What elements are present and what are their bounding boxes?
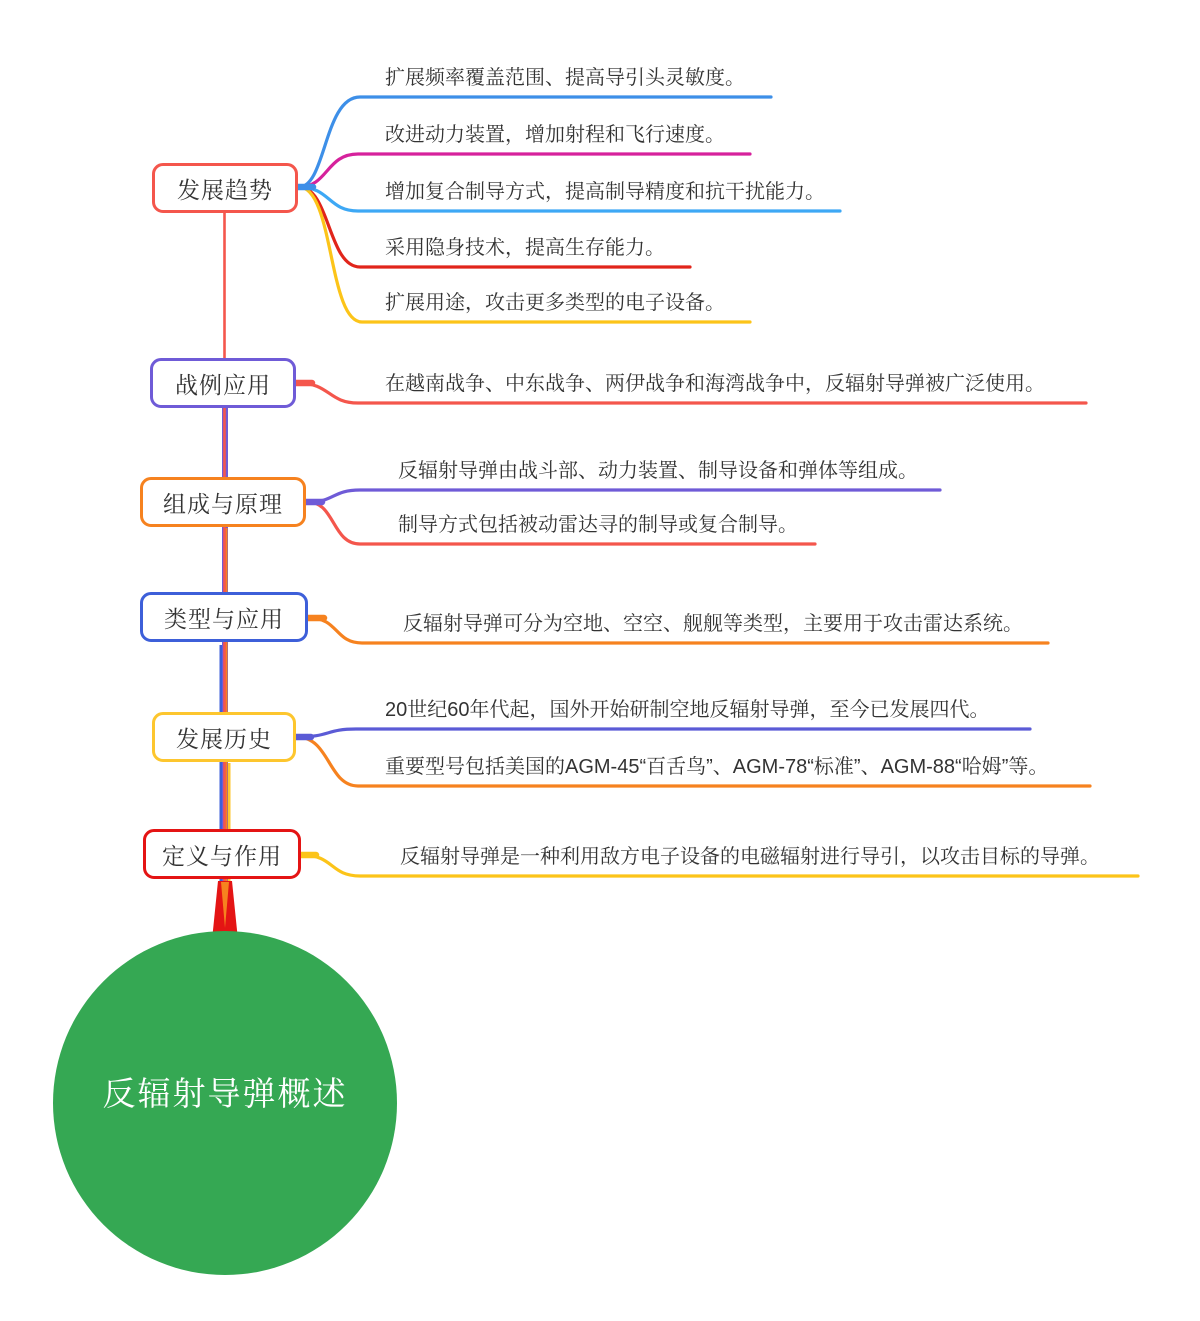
leaf-text[interactable]: 采用隐身技术，提高生存能力。 (385, 237, 665, 259)
leaf-text[interactable]: 在越南战争、中东战争、两伊战争和海湾战争中，反辐射导弹被广泛使用。 (385, 373, 1045, 395)
leaf-text[interactable]: 扩展用途，攻击更多类型的电子设备。 (385, 292, 725, 314)
branch-node-fazhan-qushi[interactable]: 发展趋势 (152, 163, 298, 213)
branch-node-dingyi-zuoyong[interactable]: 定义与作用 (143, 829, 301, 879)
leaf-text[interactable]: 反辐射导弹是一种利用敌方电子设备的电磁辐射进行导引，以攻击目标的导弹。 (400, 846, 1100, 868)
leaf-text[interactable]: 扩展频率覆盖范围、提高导引头灵敏度。 (385, 67, 745, 89)
leaf-text[interactable]: 制导方式包括被动雷达寻的制导或复合制导。 (398, 514, 798, 536)
branch-node-leixing-yingyong[interactable]: 类型与应用 (140, 592, 308, 642)
branch-node-zhanli-yingyong[interactable]: 战例应用 (150, 358, 296, 408)
connector-b2-leaf0 (308, 490, 940, 502)
root-node[interactable] (53, 931, 397, 1275)
branch-node-fazhan-lishi[interactable]: 发展历史 (152, 712, 296, 762)
leaf-text[interactable]: 反辐射导弹由战斗部、动力装置、制导设备和弹体等组成。 (398, 460, 918, 482)
leaf-text[interactable]: 改进动力装置，增加射程和飞行速度。 (385, 124, 725, 146)
leaf-text[interactable]: 重要型号包括美国的AGM-45“百舌鸟”、AGM-78“标准”、AGM-88“哈姆”等。 (385, 756, 1049, 778)
leaf-text[interactable]: 20世纪60年代起，国外开始研制空地反辐射导弹，至今已发展四代。 (385, 699, 990, 721)
leaf-text[interactable]: 反辐射导弹可分为空地、空空、舰舰等类型，主要用于攻击雷达系统。 (403, 613, 1023, 635)
connector-b4-leaf0 (297, 729, 1030, 737)
root-node-label: 反辐射导弹概述 (102, 1074, 348, 1112)
leaf-text[interactable]: 增加复合制导方式，提高制导精度和抗干扰能力。 (385, 181, 825, 203)
branch-node-zucheng-yuanli[interactable]: 组成与原理 (140, 477, 306, 527)
